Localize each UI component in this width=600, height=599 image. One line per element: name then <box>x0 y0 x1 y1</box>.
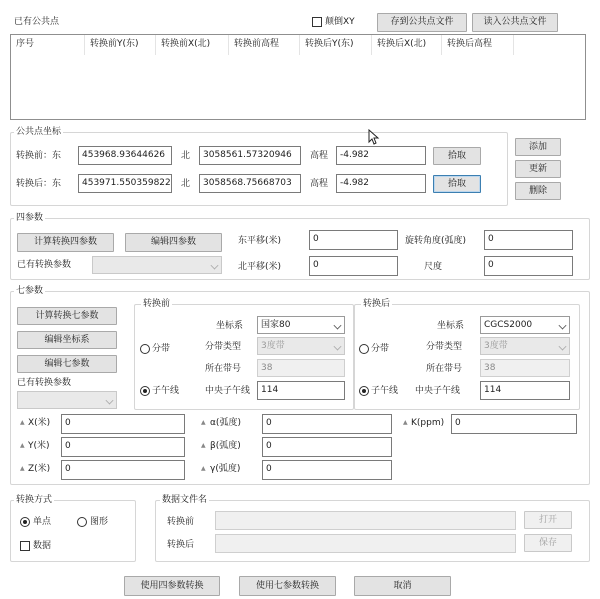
chevron-down-icon <box>211 262 219 270</box>
chevron-down-icon <box>334 322 342 330</box>
k-input[interactable]: 0 <box>451 414 577 434</box>
swap-xy-checkbox[interactable] <box>312 17 322 27</box>
before-zone-type-label: 分带类型 <box>205 342 242 352</box>
load-shared-points-button[interactable]: 读入公共点文件 <box>472 13 558 32</box>
mouse-cursor-icon <box>368 129 380 145</box>
data-file-before-label: 转换前 <box>167 517 195 527</box>
before-cs-value: 国家80 <box>261 320 291 330</box>
edit-coord-system-button[interactable]: 编辑坐标系 <box>17 331 117 349</box>
edit-seven-param-button[interactable]: 编辑七参数 <box>17 355 117 373</box>
y-input[interactable]: 0 <box>61 437 185 457</box>
before-north-label: 北 <box>181 151 191 161</box>
after-meridian-label: 中央子午线 <box>415 386 461 396</box>
rotation-input[interactable]: 0 <box>484 230 573 250</box>
data-file-title: 数据文件名 <box>162 495 208 505</box>
east-shift-input[interactable]: 0 <box>309 230 398 250</box>
shared-points-table[interactable] <box>10 34 586 120</box>
data-checkbox[interactable] <box>20 541 30 551</box>
north-shift-input[interactable]: 0 <box>309 256 398 276</box>
gamma-input[interactable]: 0 <box>262 460 392 480</box>
calc-four-param-button[interactable]: 计算转换四参数 <box>17 233 114 252</box>
beta-input[interactable]: 0 <box>262 437 392 457</box>
column-header-before-east[interactable]: 转换前Y(东) <box>85 35 156 55</box>
before-meridian-radio[interactable] <box>140 386 150 396</box>
before-cs-dropdown[interactable] <box>257 316 345 334</box>
scale-label: 尺度 <box>424 262 443 272</box>
single-point-label: 单点 <box>33 517 52 527</box>
before-height-input[interactable]: -4.982 <box>336 146 426 165</box>
after-zone-no-input[interactable]: 38 <box>480 359 570 377</box>
after-cs-dropdown[interactable] <box>480 316 570 334</box>
after-east-label: 转换后：东 <box>16 179 62 189</box>
after-zone-radio-label: 分带 <box>371 344 390 354</box>
before-cs-label: 坐标系 <box>216 321 244 331</box>
save-file-button[interactable]: 保存 <box>524 534 572 552</box>
after-height-input[interactable]: -4.982 <box>336 174 426 193</box>
column-header-after-height[interactable]: 转换后高程 <box>442 35 514 55</box>
after-zone-type-dropdown[interactable] <box>480 337 570 355</box>
shared-points-title: 已有公共点 <box>14 17 60 27</box>
save-shared-points-button[interactable]: 存到公共点文件 <box>377 13 467 32</box>
after-cs-title: 转换后 <box>363 299 391 309</box>
after-cs-label: 坐标系 <box>437 321 465 331</box>
before-zone-radio[interactable] <box>140 344 150 354</box>
required-marker-icon: ▲ <box>20 442 25 449</box>
after-zone-radio[interactable] <box>359 344 369 354</box>
after-meridian-input[interactable]: 114 <box>480 381 570 400</box>
x-input[interactable]: 0 <box>61 414 185 434</box>
graphic-label: 图形 <box>90 517 109 527</box>
north-shift-label: 北平移(米) <box>238 262 282 272</box>
y-label: Y(米) <box>28 441 50 451</box>
beta-label: β(弧度) <box>210 441 241 451</box>
data-file-after-label: 转换后 <box>167 540 195 550</box>
after-zone-type-label: 分带类型 <box>426 342 463 352</box>
before-zone-type-dropdown[interactable] <box>257 337 345 355</box>
graphic-radio[interactable] <box>77 517 87 527</box>
alpha-input[interactable]: 0 <box>262 414 392 434</box>
edit-four-param-button[interactable]: 编辑四参数 <box>125 233 222 252</box>
column-header-after-east[interactable]: 转换后Y(东) <box>300 35 372 55</box>
chevron-down-icon <box>559 322 567 330</box>
required-marker-icon: ▲ <box>403 419 408 426</box>
gamma-label: γ(弧度) <box>210 464 241 474</box>
pick-before-button[interactable]: 拾取 <box>433 147 481 165</box>
after-north-input[interactable]: 3058568.75668703 <box>199 174 301 193</box>
rotation-label: 旋转角度(弧度) <box>405 236 467 246</box>
seven-existing-params-dropdown[interactable] <box>17 391 117 409</box>
swap-xy-label: 颠倒XY <box>325 17 355 27</box>
k-label: K(ppm) <box>411 418 445 428</box>
after-meridian-radio-label: 子午线 <box>371 386 399 396</box>
before-zone-no-input[interactable]: 38 <box>257 359 345 377</box>
before-height-label: 高程 <box>310 151 329 161</box>
after-zone-type-value: 3度带 <box>484 341 508 351</box>
add-point-button[interactable]: 添加 <box>515 138 561 156</box>
data-checkbox-label: 数据 <box>33 541 52 551</box>
required-marker-icon: ▲ <box>201 419 206 426</box>
before-north-input[interactable]: 3058561.57320946 <box>199 146 301 165</box>
chevron-down-icon <box>106 397 114 405</box>
after-north-label: 北 <box>181 179 191 189</box>
column-header-before-north[interactable]: 转换前X(北) <box>156 35 229 55</box>
mode-group <box>10 500 136 562</box>
calc-seven-param-button[interactable]: 计算转换七参数 <box>17 307 117 325</box>
required-marker-icon: ▲ <box>20 465 25 472</box>
before-zone-radio-label: 分带 <box>152 344 171 354</box>
after-cs-value: CGCS2000 <box>484 320 533 330</box>
column-header-before-height[interactable]: 转换前高程 <box>229 35 300 55</box>
x-label: X(米) <box>28 418 51 428</box>
four-existing-params-dropdown[interactable] <box>92 256 222 274</box>
single-point-radio[interactable] <box>20 517 30 527</box>
after-height-label: 高程 <box>310 179 329 189</box>
column-header-after-north[interactable]: 转换后X(北) <box>372 35 442 55</box>
data-file-before-input[interactable] <box>215 511 516 530</box>
after-east-input[interactable]: 453971.550359822 <box>78 174 172 193</box>
four-existing-params-label: 已有转换参数 <box>17 260 72 270</box>
mode-title: 转换方式 <box>16 495 53 505</box>
before-east-input[interactable]: 453968.93644626 <box>78 146 172 165</box>
column-header-index[interactable]: 序号 <box>11 35 85 55</box>
z-input[interactable]: 0 <box>61 460 185 480</box>
data-file-after-input[interactable] <box>215 534 516 553</box>
alpha-label: α(弧度) <box>210 418 241 428</box>
coords-title: 公共点坐标 <box>16 127 62 137</box>
east-shift-label: 东平移(米) <box>238 236 282 246</box>
four-param-title: 四参数 <box>16 213 44 223</box>
chevron-down-icon <box>559 343 567 351</box>
before-cs-title: 转换前 <box>143 299 171 309</box>
before-zone-type-value: 3度带 <box>261 341 285 351</box>
before-east-label: 转换前：东 <box>16 151 62 161</box>
before-meridian-input[interactable]: 114 <box>257 381 345 400</box>
open-file-button[interactable]: 打开 <box>524 511 572 529</box>
cancel-button[interactable]: 取消 <box>354 576 451 596</box>
delete-point-button[interactable]: 删除 <box>515 182 561 200</box>
seven-existing-params-label: 已有转换参数 <box>17 378 72 388</box>
after-meridian-radio[interactable] <box>359 386 369 396</box>
before-meridian-label: 中央子午线 <box>205 386 251 396</box>
use-seven-param-button[interactable]: 使用七参数转换 <box>239 576 336 596</box>
pick-after-button[interactable]: 拾取 <box>433 175 481 193</box>
z-label: Z(米) <box>28 464 51 474</box>
after-zone-no-label: 所在带号 <box>426 364 463 374</box>
required-marker-icon: ▲ <box>201 465 206 472</box>
required-marker-icon: ▲ <box>201 442 206 449</box>
update-point-button[interactable]: 更新 <box>515 160 561 178</box>
before-meridian-radio-label: 子午线 <box>152 386 180 396</box>
scale-input[interactable]: 0 <box>484 256 573 276</box>
seven-param-title: 七参数 <box>16 286 44 296</box>
coords-group <box>10 132 508 206</box>
required-marker-icon: ▲ <box>20 419 25 426</box>
chevron-down-icon <box>334 343 342 351</box>
before-zone-no-label: 所在带号 <box>205 364 242 374</box>
use-four-param-button[interactable]: 使用四参数转换 <box>124 576 220 596</box>
